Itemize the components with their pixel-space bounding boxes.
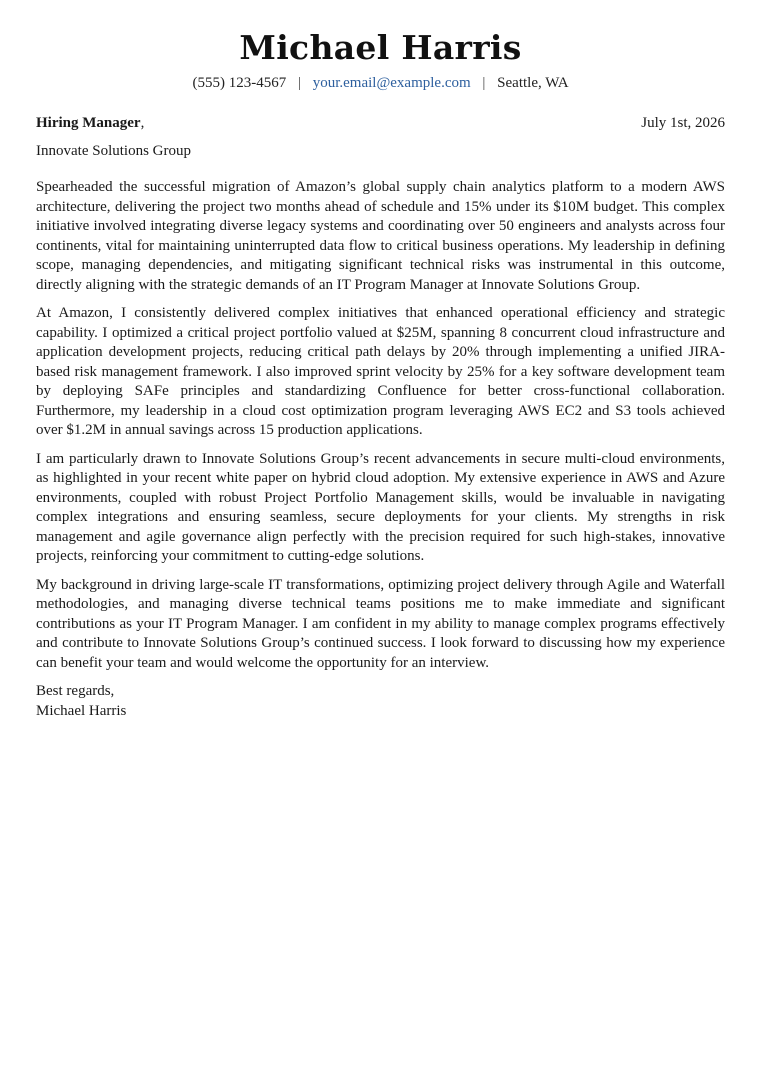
recipient-name: Hiring Manager xyxy=(36,115,141,131)
closing-signature: Michael Harris xyxy=(36,702,127,719)
letter-closing xyxy=(36,682,725,721)
closing-salutation: Best regards, xyxy=(36,683,115,699)
body-paragraph: At Amazon, I consistently delivered complex initiatives that enhanced operational efficiency and strategic capability. I optimized a critical project portfolio valued at $25M, spanning 8 concurrent cloud infrastructure and application development projects, reducing critical path delays by 20% through implementing a unified JIRA-based risk management framework. I also improved sprint velocity by 25% for a key software development team by deploying SAFe principles and standardizing Confluence for better cross-functional collaboration. Furthermore, my leadership in a cloud cost optimization program leveraging AWS EC2 and S3 tools achieved over $1.2M in annual savings across 15 production applications. xyxy=(36,305,725,438)
contact-separator: | xyxy=(482,75,486,91)
recipient-date-row xyxy=(36,114,725,132)
body-paragraph: Spearheaded the successful migration of Amazon’s global supply chain analytics platform to a modern AWS architecture, delivering the project two months ahead of schedule and 15% under its $10M budget. This complex initiative involved integrating diverse legacy systems and coordinating over 50 engineers and analysts across four continents, vital for maintaining uninterrupted data flow to critical business operations. My leadership in defining scope, managing dependencies, and mitigating significant technical risks was instrumental in this outcome, directly aligning with the strategic demands of an IT Program Manager at Innovate Solutions Group. xyxy=(36,179,725,293)
contact-line xyxy=(36,74,725,92)
email-link[interactable]: your.email@example.com xyxy=(312,75,471,91)
body-paragraph: My background in driving large-scale IT transformations, optimizing project delivery through Agile and Waterfall methodologies, and managing diverse technical teams positions me to make immediate and significant contributions as your IT Program Manager. I am confident in my ability to manage complex programs effectively and contribute to Innovate Solutions Group’s continued success. I look forward to discussing how my experience can benefit your team and would welcome the opportunity for an interview. xyxy=(36,576,725,671)
applicant-name: Michael Harris xyxy=(239,28,522,67)
contact-separator: | xyxy=(297,75,301,91)
recipient-line xyxy=(36,114,144,132)
recipient-company: Innovate Solutions Group xyxy=(36,143,191,159)
letter-body xyxy=(36,178,725,673)
letter-date: July 1st, 2026 xyxy=(641,115,725,131)
location: Seattle, WA xyxy=(497,75,569,91)
phone-number: (555) 123-4567 xyxy=(192,75,287,91)
body-paragraph: I am particularly drawn to Innovate Solutions Group’s recent advancements in secure multi-cloud environments, as highlighted in your recent white paper on hybrid cloud adoption. My extensive experience in AWS and Azure environments, coupled with robust Project Portfolio Management skills, would be invaluable in navigating complex integrations and ensuring seamless, secure deployments for your clients. My strengths in risk management and agile governance align perfectly with the precision required for such high-stakes, innovative projects, reinforcing your commitment to cutting-edge solutions. xyxy=(36,450,725,564)
recipient-comma: , xyxy=(140,115,145,131)
